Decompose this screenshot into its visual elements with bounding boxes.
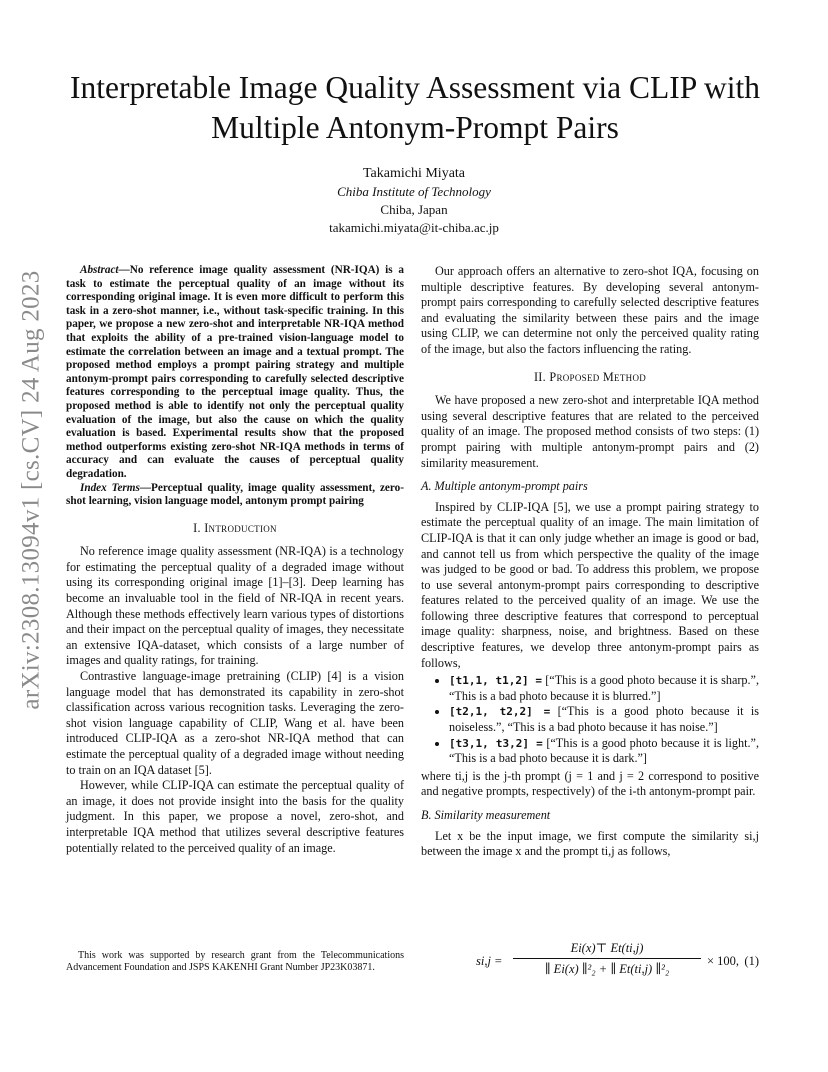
author-name: Takamichi Miyata — [362, 166, 466, 181]
index-terms — [66, 482, 404, 509]
method-paragraph: We have proposed a new zero-shot and interpretable IQA method using several descriptive features that are related to the perceived quality of an image. The proposed method consists of two steps: (1) prompt pairing with multiple antonym-prompt pairs and (2) similarity measurement. — [421, 393, 759, 470]
section-heading-introduction — [66, 521, 404, 537]
abstract — [66, 264, 404, 482]
prompt-pair-text: [“This is a good photo because it is light.”, “This is a bad photo because it is dark.”] — [449, 735, 760, 766]
prompt-pairs-followup: where ti,j is the j-th prompt (j = 1 and j = 2 correspond to positive and negative prompts, respectively) of the i-th antonym-prompt pair. — [421, 768, 759, 799]
equation-lhs: si,j = — [476, 954, 503, 968]
subsection-heading-a: A. Multiple antonym-prompt pairs — [421, 479, 588, 494]
equation-number: (1) — [744, 954, 759, 968]
section-title: Introduction — [204, 520, 277, 535]
equation-fraction — [513, 940, 701, 977]
abstract-text: —No reference image quality assessment (NR-IQA) is a task to estimate the perceptual quality of an image without its corresponding original image. It is even more difficult to perform this task in a zero-shot manner, i.e., without task-specific training. In this paper, we propose a new zero-shot and interpretable NR-IQA method that exploits the ability of a pre-trained vision-language model to estimate the correlation between an image and a textual prompt. The proposed method employs a prompt pairing strategy and multiple antonym-prompt pairs corresponding to carefully selected descriptive features corresponding to the perceptual image quality. Thus, the proposed method is able to identify not only the perceptual quality evaluation of the image, but also the cause on which the quality evaluation is based. Experimental results show that the proposed method outperforms existing zero-shot NR-IQA methods in terms of accuracy and can evaluate the causes of perceptual quality degradation. — [66, 264, 404, 480]
intro-paragraph: However, while CLIP-IQA can estimate the perceptual quality of an image, it does not provide insight into the basis for the quality judgment. In this paper, we propose a novel, zero-shot, and interpretable IQA method that utilizes several descriptive features potentially related to the perceived quality of an image. — [66, 778, 404, 855]
similarity-paragraph: Let x be the input image, we first compute the similarity si,j between the image x and the prompt ti,j as follows, — [421, 828, 759, 859]
prompt-pair-text: [“This is a good photo because it is sharp.”, “This is a bad photo because it is blurred.”] — [449, 673, 760, 703]
author-block — [0, 165, 828, 237]
author-affiliation: Chiba Institute of Technology — [337, 184, 491, 199]
arxiv-watermark — [10, 270, 54, 710]
prompt-pair-item — [449, 736, 759, 767]
equation-denominator: ∥ Ei(x) ∥²₂ + ∥ Et(ti,j) ∥²₂ — [544, 962, 670, 976]
left-column — [66, 264, 404, 856]
section-number: I. — [193, 520, 201, 535]
prompt-pair-list — [421, 673, 759, 767]
funding-footnote: This work was supported by research grant from the Telecommunications Advancement Foundation and JSPS KAKENHI Grant Number JP23K03871. — [66, 950, 404, 973]
author-email: takamichi.miyata@it-chiba.ac.jp — [329, 220, 499, 235]
equation-scale: × 100, — [707, 954, 740, 968]
prompt-pair-symbol: [t2,1, t2,2] = — [449, 705, 551, 719]
prompt-pair-symbol: [t3,1, t3,2] = — [449, 736, 543, 750]
prompt-pairs-paragraph: Inspired by CLIP-IQA [5], we use a prompt pairing strategy to estimate the perceptual quality of an image. The main limitation of CLIP-IQA is that it can only judge whether an image is good or bad, and cannot tell us from which perspective the quality of the image was judged to be good or bad. To address this problem, we propose to use several antonym-prompt pairs corresponding to descriptive features related to the perceived quality of an image. We use the following three descriptive features that correspond to perceptual image quality: sharpness, noise, and brightness. Based on these descriptive features, we develop three antonym-prompt pairs as follows, — [421, 499, 759, 670]
section-number: II. — [533, 369, 547, 384]
subsection-heading-b: B. Similarity measurement — [421, 808, 551, 822]
approach-paragraph: Our approach offers an alternative to zero-shot IQA, focusing on multiple descriptive features. By developing several antonym-prompt pairs corresponding to carefully selected descriptive features and evaluating the similarity between these pairs and the image using CLIP, we can determine not only the perceived quality rating of the image, but also the factors influencing the rating. — [421, 264, 759, 356]
index-terms-label: Index Terms — [80, 481, 140, 494]
index-terms-text: —Perceptual quality, image quality assessment, zero-shot learning, vision language model, antonym prompt pairing — [66, 481, 404, 508]
prompt-pair-symbol: [t1,1, t1,2] = — [449, 674, 543, 688]
intro-paragraph: Contrastive language-image pretraining (CLIP) [4] is a vision language model that has demonstrated its capability in zero-shot classification across various recognition tasks. Leveraging the zero-shot vision language capability of CLIP, Wang et al. have been introduced CLIP-IQA as a zero-shot NR-IQA method that can estimate the perceptual quality of a degraded image without needing to train on an IQA dataset [5]. — [66, 669, 404, 777]
prompt-pair-text: [“This is a good photo because it is noiseless.”, “This is a bad photo because it has noise.”] — [449, 704, 760, 735]
author-location: Chiba, Japan — [380, 202, 448, 217]
arxiv-identifier: arXiv:2308.13094v1 [cs.CV] 24 Aug 2023 — [18, 270, 45, 710]
paper-title: Interpretable Image Quality Assessment via CLIP with Multiple Antonym-Prompt Pairs — [70, 70, 760, 145]
prompt-pair-item — [449, 704, 759, 735]
intro-paragraph: No reference image quality assessment (NR-IQA) is a technology for estimating the perceptual quality of a degraded image without using its corresponding original image [1]–[3]. Deep learning has become an invaluable tool in the field of NR-IQA in recent years. Although these methods effectively learn various types of distortions and their impact on the perceptual quality of images, they necessitate an extensive IQA-dataset, which consists of a large number of images and quality ratings, for training. — [66, 544, 404, 668]
section-heading-proposed-method — [421, 370, 759, 386]
prompt-pair-item — [449, 673, 759, 704]
equation-numerator: Ei(x)⊤ Et(ti,j) — [570, 941, 644, 955]
equation-1 — [421, 938, 759, 982]
abstract-label: Abstract — [80, 264, 119, 276]
right-column — [421, 264, 759, 860]
section-title: Proposed Method — [549, 369, 647, 384]
